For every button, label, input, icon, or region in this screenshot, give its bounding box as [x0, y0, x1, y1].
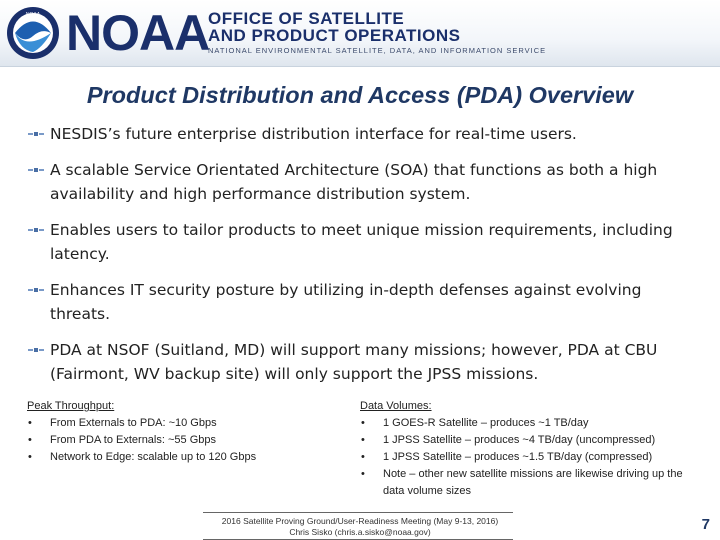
noaa-brand: NOAA — [66, 5, 210, 61]
logo-text: NOAA — [25, 12, 41, 18]
satellite-bullet-icon — [28, 223, 44, 237]
volume-item: • Note – other new satellite missions are likewise driving up the data volume sizes — [360, 466, 695, 500]
bullet-text: NESDIS’s future enterprise distribution interface for real-time users. — [50, 125, 577, 143]
data-volumes-box — [360, 398, 695, 500]
peak-throughput-box — [27, 398, 327, 466]
peak-item: • Network to Edge: scalable up to 120 Gbps — [27, 449, 327, 466]
volume-item: • 1 GOES-R Satellite – produces ~1 TB/day — [360, 415, 695, 432]
peak-throughput-heading: Peak Throughput: — [27, 400, 115, 412]
footer-divider — [203, 512, 513, 513]
page-number: 7 — [701, 516, 710, 533]
nesdis-subtitle: NATIONAL ENVIRONMENTAL SATELLITE, DATA, AND INFORMATION SERVICE — [208, 46, 547, 55]
bullet-list — [28, 122, 700, 398]
satellite-bullet-icon — [28, 127, 44, 141]
bullet-item — [28, 122, 700, 146]
office-name-line1: OFFICE OF SATELLITE — [208, 9, 405, 28]
footer — [180, 516, 540, 538]
noaa-seal-icon — [6, 6, 60, 60]
bullet-text: A scalable Service Orientated Architecture (SOA) that functions as both a high availability and high performance distribution system. — [50, 161, 658, 203]
header-banner — [0, 0, 720, 67]
bullet-item — [28, 278, 700, 326]
footer-meeting: 2016 Satellite Proving Ground/User-Readiness Meeting (May 9-13, 2016) — [221, 516, 499, 526]
satellite-bullet-icon — [28, 283, 44, 297]
bullet-item — [28, 338, 700, 386]
data-volumes-heading: Data Volumes: — [360, 400, 432, 412]
bullet-item — [28, 158, 700, 206]
office-name-line2: AND PRODUCT OPERATIONS — [208, 26, 461, 45]
bullet-text: Enables users to tailor products to meet unique mission requirements, including latency. — [50, 221, 673, 263]
volume-item: • 1 JPSS Satellite – produces ~4 TB/day (uncompressed) — [360, 432, 695, 449]
peak-item: • From PDA to Externals: ~55 Gbps — [27, 432, 327, 449]
bullet-item — [28, 218, 700, 266]
satellite-bullet-icon — [28, 163, 44, 177]
volume-item: • 1 JPSS Satellite – produces ~1.5 TB/day (compressed) — [360, 449, 695, 466]
footer-author: Chris Sisko (chris.a.sisko@noaa.gov) — [289, 527, 431, 537]
bullet-text: Enhances IT security posture by utilizing in-depth defenses against evolving threats. — [50, 281, 642, 323]
satellite-bullet-icon — [28, 343, 44, 357]
slide-title: Product Distribution and Access (PDA) Overview — [86, 82, 634, 108]
bullet-text: PDA at NSOF (Suitland, MD) will support many missions; however, PDA at CBU (Fairmont, WV backup site) will only support the JPSS missions. — [50, 341, 658, 383]
peak-item: • From Externals to PDA: ~10 Gbps — [27, 415, 327, 432]
